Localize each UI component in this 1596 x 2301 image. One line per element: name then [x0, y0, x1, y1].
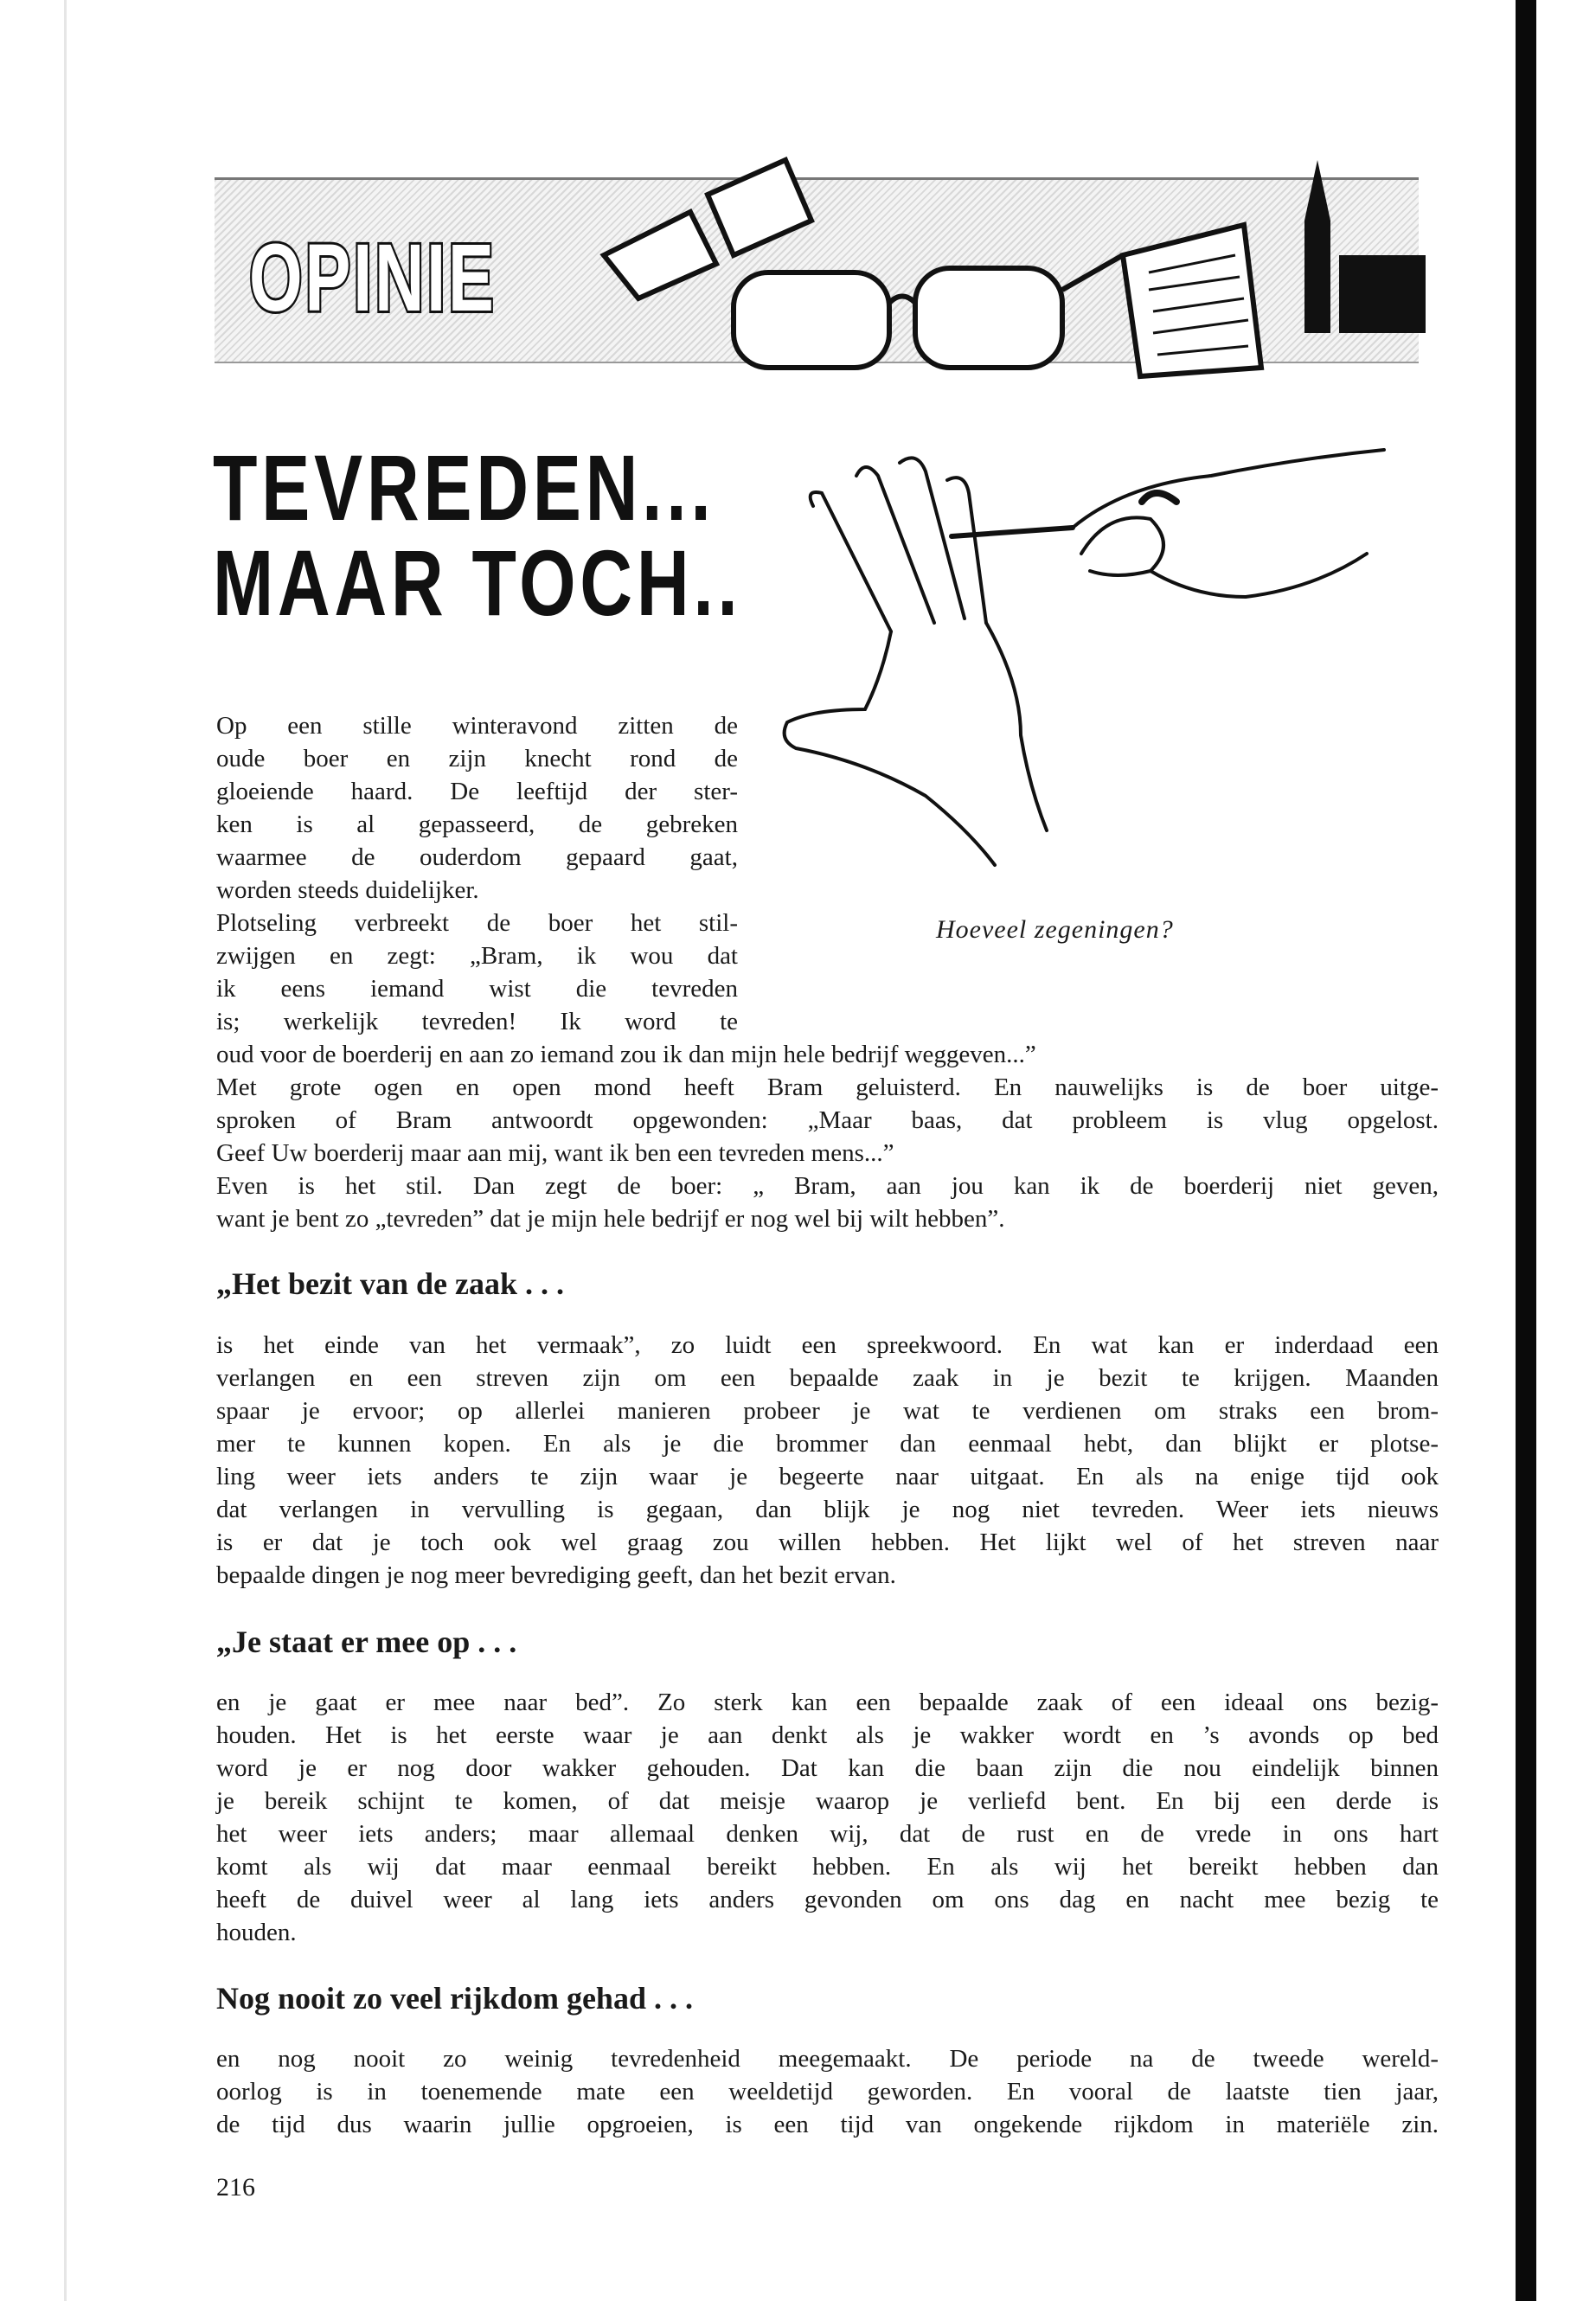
- text-line: komt als wij dat maar eenmaal bereikt hebben. En als wij het bereikt hebben dan: [216, 1853, 1439, 1881]
- text-line: Even is het stil. Dan zegt de boer: „ Bram, aan jou kan ik de boerderij niet geven,: [216, 1172, 1439, 1200]
- text-line: word je er nog door wakker gehouden. Dat kan die baan zijn die nou eindelijk binnen: [216, 1754, 1439, 1782]
- section-paragraph: [216, 2042, 1439, 2141]
- text-line: zwijgen en zegt: „Bram, ik wou dat: [216, 942, 738, 970]
- opinie-banner: [215, 177, 1419, 361]
- text-line: verlangen en een streven zijn om een bepaalde zaak in je bezit te krijgen. Maanden: [216, 1364, 1439, 1392]
- text-line: Met grote ogen en open mond heeft Bram geluisterd. En nauwelijks is de boer uitge-: [216, 1074, 1439, 1101]
- text-line: Op een stille winteravond zitten de: [216, 712, 738, 740]
- text-line: het weer iets anders; maar allemaal denken wij, dat de rust en de vrede in ons hart: [216, 1820, 1439, 1848]
- text-line: ling weer iets anders te zijn waar je begeerte naar uitgaat. En als na enige tijd ook: [216, 1463, 1439, 1490]
- hands-pencil-illustration: [761, 424, 1401, 908]
- text-line: je bereik schijnt te komen, of dat meisje waarop je verliefd bent. En bij een derde is: [216, 1787, 1439, 1815]
- text-line: is het einde van het vermaak”, zo luidt een spreekwoord. En wat kan er inderdaad een: [216, 1331, 1439, 1359]
- page-number: 216: [216, 2173, 255, 2202]
- section-heading: Nog nooit zo veel rijkdom gehad . . .: [216, 1981, 693, 2016]
- intro-paragraph-wide: [216, 1038, 1439, 1235]
- intro-paragraph-narrow: [216, 709, 738, 1038]
- section-heading: „Het bezit van de zaak . . .: [216, 1266, 564, 1301]
- page-edge: [64, 0, 67, 2301]
- text-line: spaar je ervoor; op allerlei manieren probeer je wat te verdienen om straks een brom-: [216, 1397, 1439, 1425]
- text-line: bepaalde dingen je nog meer bevrediging geeft, dan het bezit ervan.: [216, 1561, 896, 1589]
- text-line: gloeiende haard. De leeftijd der ster-: [216, 778, 738, 805]
- text-line: houden.: [216, 1919, 297, 1946]
- text-line: worden steeds duidelijker.: [216, 876, 479, 904]
- headline-line-1: TEVREDEN...: [213, 435, 715, 540]
- text-line: Geef Uw boerderij maar aan mij, want ik ben een tevreden mens...”: [216, 1139, 894, 1167]
- text-line: heeft de duivel weer al lang iets anders gevonden om ons dag en nacht mee bezig te: [216, 1886, 1439, 1913]
- text-line: houden. Het is het eerste waar je aan denkt als je wakker wordt en ’s avonds op bed: [216, 1721, 1439, 1749]
- text-line: want je bent zo „tevreden” dat je mijn hele bedrijf er nog wel bij wilt hebben”.: [216, 1205, 1005, 1233]
- text-line: oorlog is in toenemende mate een weeldetijd geworden. En vooral de laatste tien jaar,: [216, 2078, 1439, 2106]
- text-line: ik eens iemand wist die tevreden: [216, 975, 738, 1003]
- text-line: is er dat je toch ook wel graag zou willen hebben. Het lijkt wel of het streven naar: [216, 1529, 1439, 1556]
- text-line: is; werkelijk tevreden! Ik word te: [216, 1008, 738, 1035]
- text-line: mer te kunnen kopen. En als je die brommer dan eenmaal hebt, dan blijkt er plotse-: [216, 1430, 1439, 1458]
- text-line: oude boer en zijn knecht rond de: [216, 745, 738, 772]
- text-line: dat verlangen in vervulling is gegaan, dan blijk je nog niet tevreden. Weer iets nieuws: [216, 1496, 1439, 1523]
- section-paragraph: [216, 1686, 1439, 1949]
- text-line: waarmee de ouderdom gepaard gaat,: [216, 843, 738, 871]
- text-line: en je gaat er mee naar bed”. Zo sterk kan een bepaalde zaak of een ideaal ons bezig-: [216, 1689, 1439, 1716]
- illustration-caption: Hoeveel zegeningen?: [936, 915, 1174, 944]
- text-line: Plotseling verbreekt de boer het stil-: [216, 909, 738, 937]
- text-line: ken is al gepasseerd, de gebreken: [216, 811, 738, 838]
- section-heading: „Je staat er mee op . . .: [216, 1625, 517, 1659]
- banner-title: OPINIE: [249, 225, 497, 331]
- headline-line-2: MAAR TOCH..: [213, 530, 742, 635]
- section-paragraph: [216, 1329, 1439, 1592]
- text-line: sproken of Bram antwoordt opgewonden: „Maar baas, dat probleem is vlug opgelost.: [216, 1106, 1439, 1134]
- scan-border: [1516, 0, 1536, 2301]
- text-line: oud voor de boerderij en aan zo iemand zou ik dan mijn hele bedrijf weggeven...”: [216, 1041, 1036, 1068]
- glasses-newspaper-illustration: [586, 125, 1434, 385]
- text-line: de tijd dus waarin jullie opgroeien, is een tijd van ongekende rijkdom in materiële zin.: [216, 2111, 1439, 2138]
- text-line: en nog nooit zo weinig tevredenheid meegemaakt. De periode na de tweede wereld-: [216, 2045, 1439, 2073]
